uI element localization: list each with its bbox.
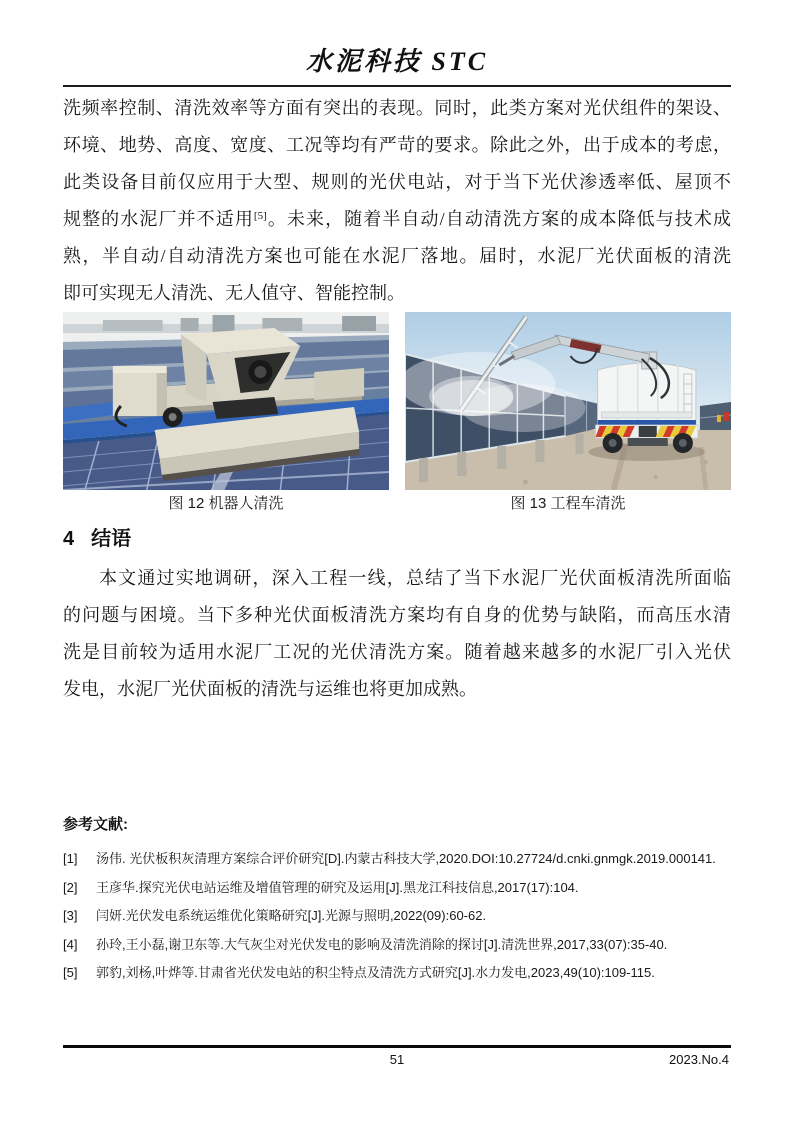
reference-marker: [5] — [63, 965, 78, 980]
body-line: 洗是目前较为适用水泥厂工况的光伏清洗方案。随着越来越多的水泥厂引入光伏 — [63, 642, 731, 662]
header-rule — [63, 85, 731, 87]
body-line: 发电，水泥厂光伏面板的清洗与运维也将更加成熟。 — [63, 679, 477, 699]
body-paragraph-1 — [63, 90, 731, 312]
figure-12-caption: 图 12 机器人清洗 — [168, 495, 284, 512]
figure-13-caption: 图 13 工程车清洗 — [510, 495, 626, 512]
body-line: 环境、地势、高度、宽度、工况等均有严苛的要求。除此之外，出于成本的考虑， — [63, 135, 731, 155]
references-list — [63, 845, 731, 988]
reference-marker: [1] — [63, 851, 78, 866]
reference-marker: [4] — [63, 936, 78, 952]
body-text: 规整的水泥厂并不适用 — [63, 209, 254, 229]
reference-marker: [3] — [63, 908, 78, 923]
issue-number: 2023.No.4 — [669, 1052, 729, 1067]
figure-13-image — [405, 312, 731, 490]
figure-12 — [63, 312, 389, 513]
body-line: 熟，半自动/自动清洗方案也可能在水泥厂落地。届时，水泥厂光伏面板的清洗 — [63, 246, 731, 266]
page-footer — [63, 1045, 731, 1078]
section-heading — [63, 526, 731, 552]
figure-13 — [405, 312, 731, 513]
body-paragraph-2 — [63, 560, 731, 708]
body-line: 洗频率控制、清洗效率等方面有突出的表现。同时，此类方案对光伏组件的架设、 — [63, 98, 731, 118]
reference-text: 汤伟. 光伏板积灰清理方案综合评价研究[D].内蒙古科技大学,2020.DOI:10.27724/d.cnki.gnmgk.2019.000141. — [96, 851, 716, 866]
reference-item — [63, 874, 731, 903]
reference-item — [63, 931, 731, 960]
figure-12-image — [63, 312, 389, 490]
reference-item — [63, 845, 731, 874]
reference-text: 郭豹,刘杨,叶烨等.甘肃省光伏发电站的积尘特点及清洗方式研究[J].水力发电,2023,49(10):109-115. — [96, 965, 655, 980]
reference-text: 孙玲,王小磊,谢卫东等.大气灰尘对光伏发电的影响及清洗消除的探讨[J].清洗世界,2017,33(07):35-40. — [96, 936, 668, 952]
body-line: 即可实现无人清洗、无人值守、智能控制。 — [63, 283, 405, 303]
reference-marker: [2] — [63, 879, 78, 895]
reference-text: 王彦华.探究光伏电站运维及增值管理的研究及运用[J].黑龙江科技信息,2017(17):104. — [96, 879, 579, 895]
body-line: 此类设备目前仅应用于大型、规则的光伏电站，对于当下光伏渗透率低、屋顶不 — [63, 172, 731, 192]
reference-item — [63, 902, 731, 931]
page-number: 51 — [389, 1052, 405, 1067]
section-title: 结语 — [91, 528, 132, 550]
citation-ref-5: [5] — [253, 210, 267, 222]
reference-text: 闫妍.光伏发电系统运维优化策略研究[J].光源与照明,2022(09):60-62. — [96, 908, 487, 923]
figures-row — [63, 312, 731, 513]
journal-title: 水泥科技 STC — [305, 47, 489, 76]
body-line: 本文通过实地调研，深入工程一线，总结了当下水泥厂光伏面板清洗所面临 — [99, 568, 731, 588]
body-line: 的问题与困境。当下多种光伏面板清洗方案均有自身的优势与缺陷，而高压水清 — [63, 605, 731, 625]
body-text: 。未来，随着半自动/自动清洗方案的成本降低与技术成 — [266, 209, 731, 229]
references-heading: 参考文献: — [63, 816, 128, 833]
body-line — [63, 201, 731, 238]
reference-item — [63, 959, 731, 988]
section-number: 4 — [63, 528, 75, 550]
